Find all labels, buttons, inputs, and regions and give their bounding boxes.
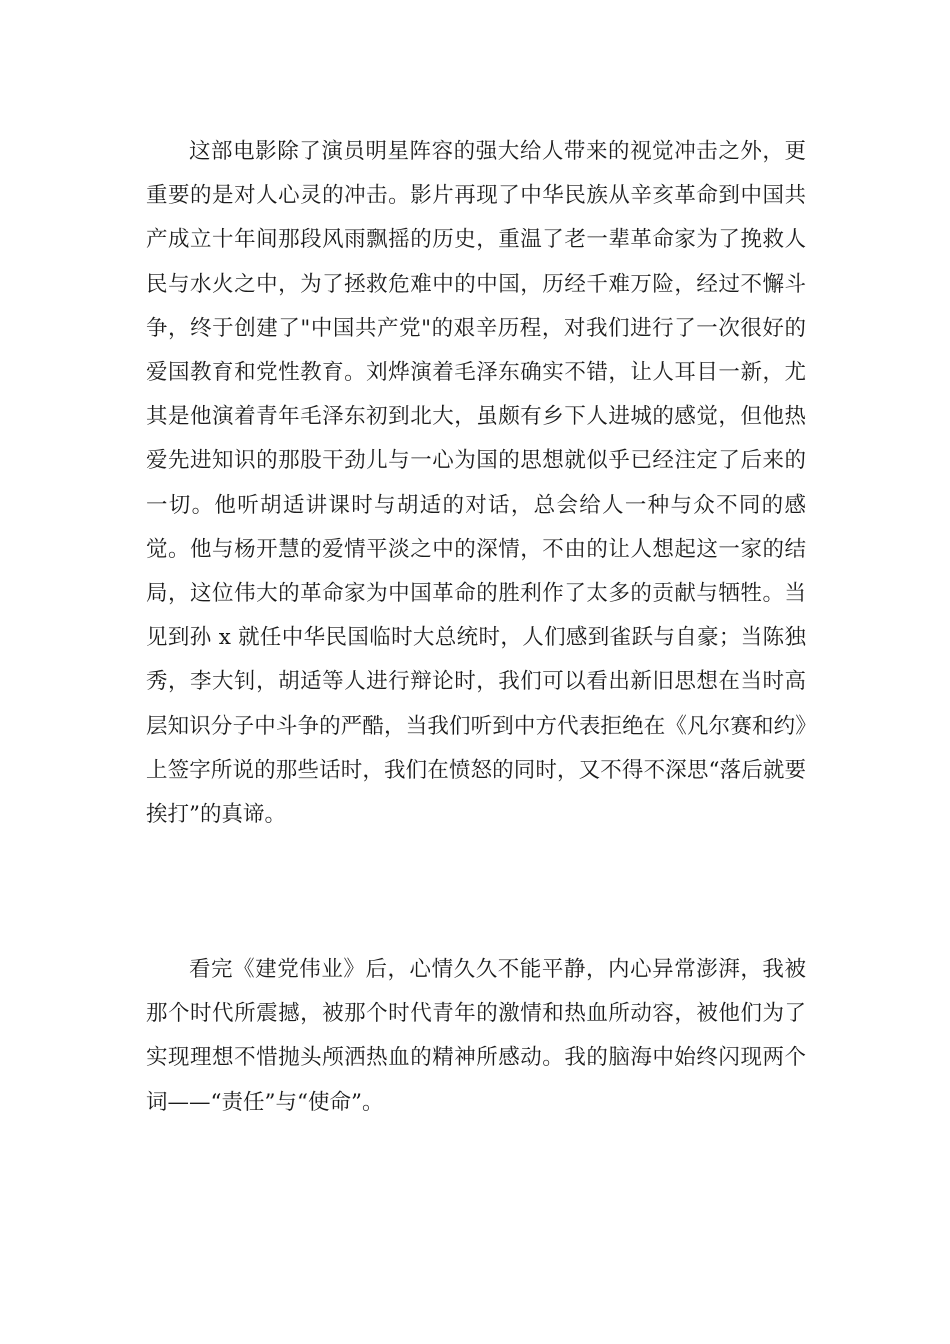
body-paragraph-2: 看完《建党伟业》后，心情久久不能平静，内心异常澎湃，我被那个时代所震撼，被那个时代青年的激情和热血所动容，被他们为了实现理想不惜抛头颅洒热血的精神所感动。我的脑海中始终闪现两个词——“责任”与“使命”。 (146, 957, 806, 1115)
body-paragraph-1: 这部电影除了演员明星阵容的强大给人带来的视觉冲击之外，更重要的是对人心灵的冲击。影片再现了中华民族从辛亥革命到中国共产成立十年间那段风雨飘摇的历史，重温了老一辈革命家为了挽救人民与水火之中，为了拯救危难中的中国，历经千难万险，经过不懈斗争，终于创建了"中国共产党"的艰辛历程，对我们进行了一次很好的爱国教育和党性教育。刘烨演着毛泽东确实不错，让人耳目一新，尤其是他演着青年毛泽东初到北大，虽颇有乡下人进城的感觉，但他热爱先进知识的那股干劲儿与一心为国的思想就似乎已经注定了后来的一切。他听胡适讲课时与胡适的对话，总会给人一种与众不同的感觉。他与杨开慧的爱情平淡之中的深情，不由的让人想起这一家的结局，这位伟大的革命家为中国革命的胜利作了太多的贡献与牺牲。当见到孙 x 就任中华民国临时大总统时，人们感到雀跃与自豪；当陈独秀，李大钊，胡适等人进行辩论时，我们可以看出新旧思想在当时高层知识分子中斗争的严酷，当我们听到中方代表拒绝在《凡尔赛和约》上签字所说的那些话时，我们在愤怒的同时，又不得不深思“落后就要挨打”的真谛。 (146, 139, 806, 828)
